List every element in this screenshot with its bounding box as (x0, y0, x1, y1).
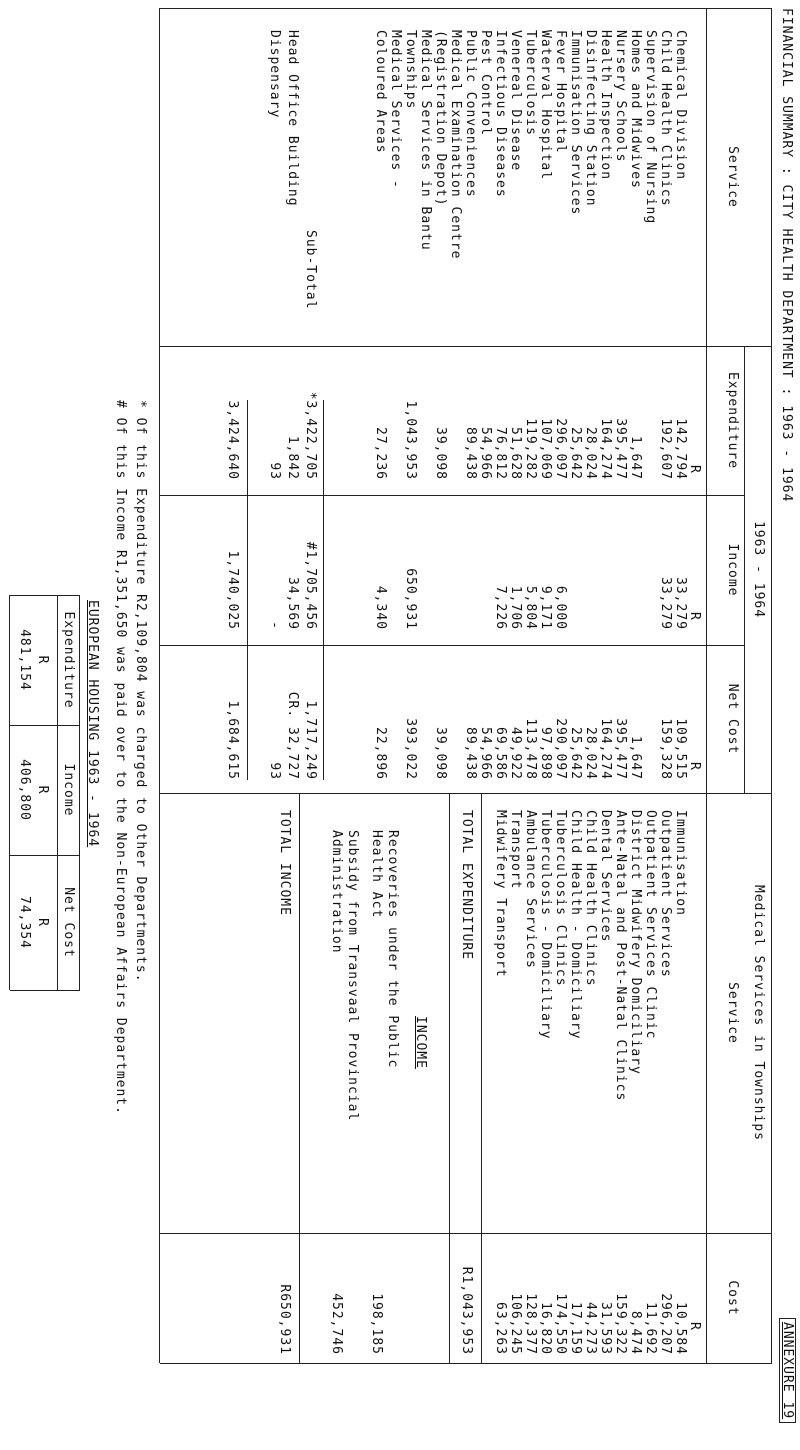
net-cost-cell: 109,515 (673, 718, 688, 780)
service-cell: Waterval Hospital (538, 30, 553, 181)
housing-net-cost-header: Net Cost (61, 887, 76, 958)
income-currency: R (687, 612, 702, 621)
net-cost-cell: 1,717,249 (303, 700, 318, 780)
net-cost-cell: 22,896 (373, 727, 388, 780)
townships-cost-cell: 159,322 (613, 1293, 628, 1355)
net-cost-cell: 113,478 (523, 718, 538, 780)
townships-cost-cell: 11,692 (643, 1302, 658, 1355)
expenditure-cell: 3,424,640 (225, 400, 240, 480)
service-cell: Medical Examination Centre (448, 30, 463, 260)
service-cell: Immunisation Services (568, 30, 583, 216)
income-cell: 7,226 (493, 585, 508, 630)
income-cell: 650,931 (403, 568, 418, 630)
service-cell: Health Inspection (598, 30, 613, 181)
townships-cost-cell: 16,820 (538, 1302, 553, 1355)
expenditure-cell: 28,024 (583, 427, 598, 480)
townships-cost-cell: 63,263 (493, 1302, 508, 1355)
net-cost-cell: 39,098 (433, 727, 448, 780)
townships-service-cell: Immunisation (673, 810, 688, 916)
townships-service-cell: District Midwifery Domiciliary (628, 810, 643, 1075)
service-cell: Sub-Total (303, 230, 318, 310)
service-cell: Supervision of Nursing (643, 30, 658, 225)
net-cost-cell: 69,586 (493, 727, 508, 780)
service-cell: Homes and Midwives (628, 30, 643, 189)
housing-title: EUROPEAN HOUSING 1963 - 1964 (85, 600, 100, 848)
net-cost-cell: 395,477 (613, 718, 628, 780)
townships-currency: R (687, 1322, 702, 1331)
income-cell: 9,171 (538, 585, 553, 630)
net-cost-cell: 1,684,615 (225, 700, 240, 780)
income-cell: #1,705,456 (303, 541, 318, 630)
townships-service-cell: Ante-Natal and Post-Natal Clinics (613, 810, 628, 1102)
income-cell: 34,569 (285, 577, 300, 630)
net-cost-cell: 164,274 (598, 718, 613, 780)
townships-service-cell: Tuberculosis - Domiciliary (538, 810, 553, 1040)
townships-service-cell: Outpatient Services Clinic (643, 810, 658, 1040)
net-cost-cell: 159,328 (658, 718, 673, 780)
townships-cost-cell: 17,159 (568, 1302, 583, 1355)
housing-income-value: 406,800 (17, 759, 32, 821)
net-cost-cell: 97,898 (538, 727, 553, 780)
townships-service-cell: Midwifery Transport (493, 810, 508, 978)
income-value-subsidy: 452,746 (329, 1293, 344, 1355)
annexure-label: ANNEXURE 19 (779, 1318, 796, 1423)
expenditure-cell: 296,097 (553, 418, 568, 480)
income-cell: 33,279 (673, 577, 688, 630)
townships-title: Medical Services in Townships (751, 885, 766, 1141)
housing-expenditure-value: 481,154 (17, 629, 32, 691)
net-cost-cell: 93 (267, 762, 282, 780)
service-cell: Infectious Diseases (493, 30, 508, 198)
net-cost-cell: CR. 32,727 (285, 691, 300, 780)
townships-service-cell: Tuberculosis Clinics (553, 810, 568, 987)
income-cell: 33,279 (658, 577, 673, 630)
service-cell: Dispensary (267, 30, 282, 119)
income-row-recoveries: Recoveries under the Public (385, 830, 400, 1069)
expenditure-cell: 76,812 (493, 427, 508, 480)
total-expenditure-label: TOTAL EXPENDITURE (459, 810, 474, 961)
housing-income-currency: R (35, 785, 50, 795)
expenditure-currency: R (687, 465, 702, 474)
footnote-income: # Of this Income R1,351,650 was paid over to the Non-European Affairs Department. (113, 400, 128, 1115)
income-heading: INCOME (413, 1016, 428, 1069)
townships-cost-header: Cost (725, 1280, 740, 1316)
expenditure-cell: 119,282 (523, 418, 538, 480)
income-value-recoveries: 198,185 (369, 1293, 384, 1355)
footnote-expenditure: * Of this Expenditure R2,109,804 was charged to Other Departments. (133, 400, 148, 983)
townships-cost-cell: 296,207 (658, 1293, 673, 1355)
income-cell: 6,000 (553, 585, 568, 630)
service-cell: Public Conveniences (463, 30, 478, 198)
net-cost-cell: 1,647 (628, 735, 643, 780)
total-income-value: R650,931 (277, 1284, 292, 1355)
income-column-header: Income (725, 543, 740, 597)
expenditure-cell: 142,794 (673, 418, 688, 480)
service-column-header: Service (725, 146, 740, 208)
net-cost-cell: 89,438 (463, 727, 478, 780)
housing-income-header: Income (61, 763, 76, 817)
expenditure-cell: 1,842 (285, 435, 300, 480)
expenditure-cell: 27,236 (373, 427, 388, 480)
expenditure-cell: 1,043,953 (403, 400, 418, 480)
service-cell: Medical Services - (388, 30, 403, 189)
expenditure-cell: *3,422,705 (303, 391, 318, 480)
townships-service-cell: Ambulance Services (523, 810, 538, 969)
total-expenditure-value: R1,043,953 (459, 1266, 474, 1355)
net-cost-cell: 393,022 (403, 718, 418, 780)
expenditure-cell: 395,477 (613, 418, 628, 480)
service-cell: Pest Control (478, 30, 493, 136)
housing-expenditure-header: Expenditure (61, 611, 76, 709)
townships-service-cell: Child Health - Domiciliary (568, 810, 583, 1040)
housing-net-cost-value: 74,354 (17, 896, 32, 949)
service-cell: Tuberculosis (523, 30, 538, 136)
net-cost-column-header: Net Cost (725, 683, 740, 755)
expenditure-cell: 25,642 (568, 427, 583, 480)
housing-expenditure-currency: R (35, 655, 50, 665)
net-cost-cell: 25,642 (568, 727, 583, 780)
service-cell: Chemical Division (673, 30, 688, 181)
net-cost-currency: R (687, 762, 702, 771)
service-cell: Head Office Building (285, 30, 300, 207)
net-cost-cell: 54,966 (478, 727, 493, 780)
expenditure-cell: 192,607 (658, 418, 673, 480)
townships-cost-cell: 106,245 (508, 1293, 523, 1355)
income-cell: 5,804 (523, 585, 538, 630)
service-cell: Townships (403, 30, 418, 110)
service-cell: Medical Services in Bantu (418, 30, 433, 251)
expenditure-cell: 51,628 (508, 427, 523, 480)
expenditure-cell: 164,274 (598, 418, 613, 480)
expenditure-cell: 39,098 (433, 427, 448, 480)
townships-service-cell: Dental Services (598, 810, 613, 943)
year-header: 1963 - 1964 (751, 520, 766, 619)
service-cell: Child Health Clinics (658, 30, 673, 207)
net-cost-cell: 28,024 (583, 727, 598, 780)
expenditure-cell: 89,438 (463, 427, 478, 480)
income-cell: 1,740,025 (225, 550, 240, 630)
total-income-label: TOTAL INCOME (277, 810, 292, 916)
townships-service-cell: Child Health Clinics (583, 810, 598, 987)
townships-cost-cell: 10,584 (673, 1302, 688, 1355)
townships-service-cell: Transport (508, 810, 523, 890)
expenditure-cell: 93 (267, 462, 282, 480)
service-cell: (Registration Depot) (433, 30, 448, 207)
income-row-health-act: Health Act (369, 830, 384, 919)
townships-cost-cell: 128,377 (523, 1293, 538, 1355)
townships-cost-cell: 174,550 (553, 1293, 568, 1355)
expenditure-cell: 54,966 (478, 427, 493, 480)
townships-service-cell: Outpatient Services (658, 810, 673, 978)
income-row-administration: Administration (329, 830, 344, 954)
townships-cost-cell: 31,593 (598, 1302, 613, 1355)
expenditure-cell: 107,069 (538, 418, 553, 480)
net-cost-cell: 290,097 (553, 718, 568, 780)
townships-cost-cell: 44,273 (583, 1302, 598, 1355)
page-title: FINANCIAL SUMMARY : CITY HEALTH DEPARTMENT : 1963 - 1964 (779, 8, 794, 503)
income-cell: - (267, 621, 282, 630)
service-cell: Coloured Areas (373, 30, 388, 154)
service-cell: Venereal Disease (508, 30, 523, 172)
income-row-subsidy: Subsidy from Transvaal Provincial (345, 830, 360, 1122)
income-cell: 4,340 (373, 585, 388, 630)
service-cell: Nursery Schools (613, 30, 628, 163)
income-cell: 1,706 (508, 585, 523, 630)
service-cell: Disinfecting Station (583, 30, 598, 207)
service-cell: Fever Hospital (553, 30, 568, 154)
townships-service-header: Service (725, 982, 740, 1044)
expenditure-column-header: Expenditure (725, 371, 740, 470)
townships-cost-cell: 8,474 (628, 1310, 643, 1355)
net-cost-cell: 49,922 (508, 727, 523, 780)
expenditure-cell: 1,647 (628, 435, 643, 480)
housing-net-cost-currency: R (35, 918, 50, 927)
